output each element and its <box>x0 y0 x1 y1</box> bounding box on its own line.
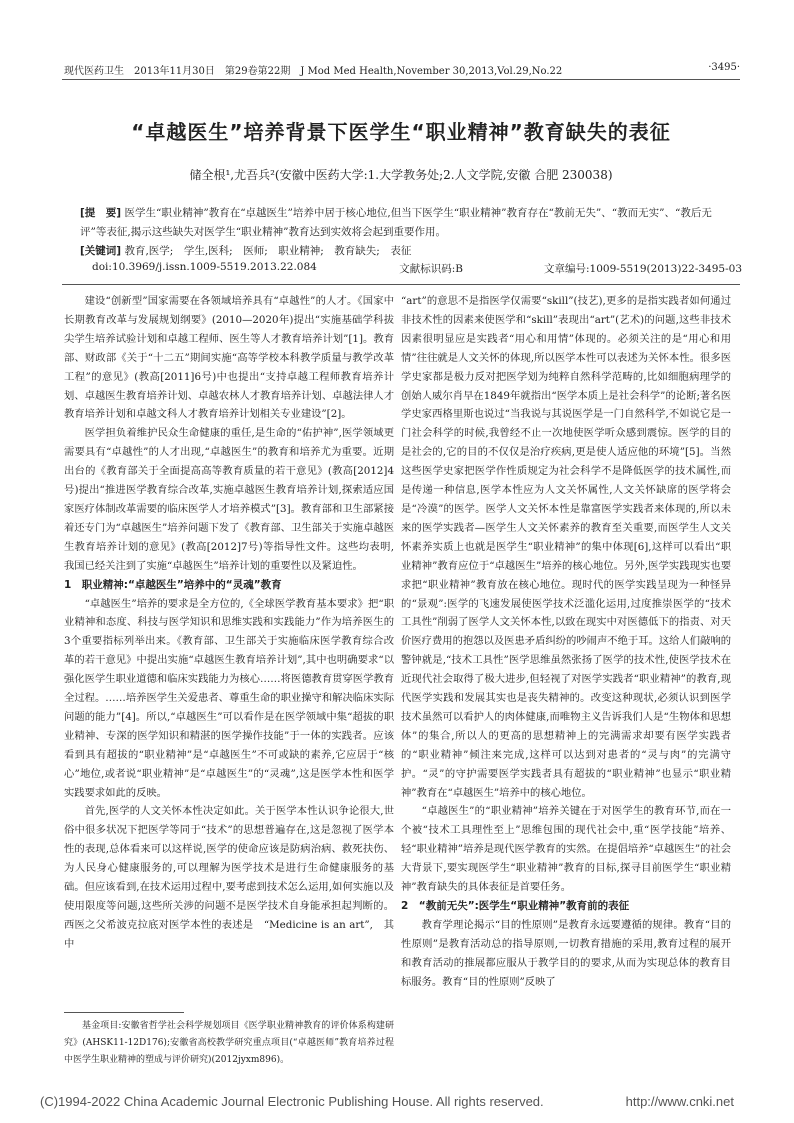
footnote-rule <box>64 1012 184 1013</box>
abstract <box>80 204 730 242</box>
section-heading-2: 2 “教前无失”:医学生“职业精神”教育前的表征 <box>401 900 630 912</box>
meta-rule <box>62 284 740 285</box>
article-meta <box>92 261 742 276</box>
running-header-left: 现代医药卫生 2013年11月30日 第29卷第22期 J Mod Med Health,November 30,2013,Vol.29,No.22 <box>64 66 563 77</box>
abstract-label: [提 要] <box>80 207 122 219</box>
document-code: 文献标识码:B <box>399 263 464 275</box>
copyright-text: (C)1994-2022 China Academic Journal Electronic Publishing House. All rights reserved. <box>40 1094 544 1109</box>
running-header <box>64 62 740 77</box>
header-rule <box>62 79 740 80</box>
keywords <box>80 242 730 261</box>
article-number: 文章编号:1009-5519(2013)22-3495-03 <box>544 263 742 275</box>
paragraph: 医学担负着维护民众生命健康的重任,是生命的“佑护神”,医学领域更需要具有“卓越性”的人才出现,“卓越医生”的教育和培养尤为重要。近期出台的《教育部关于全面提高高等教育质量的若干意见》(教高[2012]4号)提出“推进医学教育综合改革,实施卓越医生教育培养计划,探索适应国家医疗体制改革需要的临床医学人才培养模式”[3]。教育部和卫生部紧接着还专门为“卓越医生”培养问题下发了《教育部、卫生部关于实施卓越医生教育培养计划的意见》(教高[2012]7号)等指导性文件。这些均表明,我国已经关注到了实施“卓越医生”培养计划的重要性以及紧迫性。 <box>64 427 394 572</box>
cnki-link[interactable]: http://www.cnki.net <box>625 1094 734 1109</box>
paragraph: “art”的意思不是指医学仅需要“skill”(技艺),更多的是指实践者如何通过非技术性的因素来使医学和“skill”表现出“art”(艺术)的问题,这些非技术因素很明显应是实践者“用心和用情”体现的。必须关注的是“用心和用情”往往就是人文关怀的体现,所以医学本性可以表述为关怀本性。很多医学史家都是极力反对把医学划为纯粹自然科学范畴的,比如细胞病理学的创始人威尔肖早在1849年就指出“医学本质上是社会科学”的论断;著名医学史家西格里斯也说过“当我说与其说医学是一门自然科学,不如说它是一门社会科学的时候,我曾经不止一次地使医学听众感到震惊。医学的目的是社会的,它的目的不仅仅是治疗疾病,更是使人适应他的环境”[5]。当然这些医学史家把医学作性质规定为社会科学不是降低医学的技术属性,而是传递一种信息,医学本性应为人文关怀属性,人文关怀缺席的医学将会是“冷漠”的医学。医学人文关怀本性是靠富医学实践者来体现的,所以未来的医学实践者—医学生人文关怀素养的教育至关重要,而医学生人文关怀素养实质上也就是医学生“职业精神”的集中体现[6],这样可以看出“职业精神”教育应位于“卓越医生”培养的核心地位。另外,医学实践现实也要求把“职业精神”教育放在核心地位。现时代的医学实践呈现为一种怪异的“景观”:医学的飞速发展使医学技术泛滥化运用,过度推崇医学的“技术工具性”削弱了医学人文关怀本性,以致在现实中对医德低下的指责、对天价医疗费用的抱怨以及医患矛盾纠纷的吵闹声不绝于耳。这给人们敲响的警钟就是,“技术工具性”医学思维虽然张扬了医学的技术性,使医学技术在近现代社会取得了极大进步,但轻视了对医学实践者“职业精神”的教育,现代医学实践和发展其实也是丧失精神的。改变这种现状,必须认识到医学技术虽然可以看护人的肉体健康,而唯物主义告诉我们人是“生物体和思想体”的集合,所以人的更高的思想精神上的完满需求却要有医学实践者的“职业精神”倾注来完成,这样可以达到对患者的“灵与肉”的完满守护。“灵”的守护需要医学实践者具有超拔的“职业精神”也显示“职业精神”教育在“卓越医生”培养中的核心地位。 <box>401 295 731 799</box>
paragraph: “卓越医生”的“职业精神”培养关键在于对医学生的教育环节,而在一个被“技术工具理性至上”思维包围的现代社会中,重“医学技能”培养、轻“职业精神”培养是现代医学教育的实然。在提倡培养“卓越医生”的社会大背景下,要实现医学生“职业精神”教育的目标,探寻目前医学生“职业精神”教育缺失的具体表征是首要任务。 <box>401 805 731 894</box>
section-heading-1: 1 职业精神:“卓越医生”培养中的“灵魂”教育 <box>64 578 282 591</box>
footnote <box>64 1018 394 1069</box>
page-number: ·3495· <box>708 62 740 73</box>
copyright-footer <box>0 1094 794 1109</box>
article-title: “卓越医生”培养背景下医学生“职业精神”教育缺失的表征 <box>131 120 671 144</box>
paragraph: 建设“创新型”国家需要在各领域培养具有“卓越性”的人才。《国家中长期教育改革与发展规划纲要》(2010—2020年)提出“实施基础学科拔尖学生培养试验计划和卓越工程师、医生等人才教育培养计划”[1]。教育部、财政部《关于“十二五”期间实施“高等学校本科教学质量与教学改革工程”的意见》(教高[2011]6号)中也提出“支持卓越工程师教育培养计划、卓越医生教育培养计划、卓越农林人才教育培养计划、卓越法律人才教育培养计划和卓越文科人才教育培养计划相关专业建设”[2]。 <box>64 295 394 421</box>
paragraph: “卓越医生”培养的要求是全方位的,《全球医学教育基本要求》把“职业精神和态度、科技与医学知识和思维实践和实践能力”作为培养医生的3个重要指标列举出来。《教育部、卫生部关于实施临床医学教育综合改革的若干意见》中提出实施“卓越医生教育培养计划”,其中也明确要求“以强化医学生职业道德和临床实践能力为核心……将医德教育贯穿医学教育全过程。……培养医学生关爱患者、尊重生命的职业操守和解决临床实际问题的能力”[4]。所以,“卓越医生”可以看作是在医学领域中集“超拔的职业精神、专深的医学知识和精湛的医学操作技能”于一体的实践者。应该看到具有超拔的“职业精神”是“卓越医生”不可或缺的素养,它应居于“核心”地位,或者说“职业精神”是“卓越医生”的“灵魂”,这是医学本性和医学实践要求如此的反映。 <box>64 597 394 799</box>
doi: doi:10.3969/j.issn.1009-5519.2013.22.084 <box>92 261 317 273</box>
body-column-right <box>401 292 731 992</box>
keywords-label: [关键词] <box>80 245 122 257</box>
abstract-text: 医学生“职业精神”教育在“卓越医生”培养中居于核心地位,但当下医学生“职业精神”教育存在“教前无失”、“教而无实”、“教后无评”等表征,揭示这些缺失对医学生“职业精神”教育达到实效将会起到重要作用。 <box>80 207 712 238</box>
paragraph: 教育学理论揭示“目的性原则”是教育永远要遵循的规律。教育“目的性原则”是教育活动总的指导原则,一切教育措施的采用,教育过程的展开和教育活动的推展都应服从于教学目的的要求,从而为实现总体的教育目标服务。教育“目的性原则”反映了 <box>401 918 731 988</box>
paragraph: 首先,医学的人文关怀本性决定如此。关于医学本性认识争论很大,世俗中很多状况下把医学等同于“技术”的思想普遍存在,这是忽视了医学本性的表现,总体看来可以这样说,医学的使命应该是防病治病、救死扶伤、为人民身心健康服务的,可以理解为医学技术是进行生命健康服务的基础。但应该看到,在技术运用过程中,要考虑到技术怎么运用,如何实施以及使用限度等问题,这些所关涉的问题不是医学技术自身能承担起判断的。西医之父希波克拉底对医学本性的表述是 “Medicine is an art”, 其中 <box>64 805 394 950</box>
funding-note: 基金项目:安徽省哲学社会科学规划项目《医学职业精神教育的评价体系构建研究》(AHSK11-12D176);安徽省高校教学研究重点项目(“卓越医师”教育培养过程中医学生职业精神的塑成与评价研究)(2012jyxm896)。 <box>64 1021 394 1065</box>
authors-affiliation: 储全根¹,尤吾兵²(安徽中医药大学:1.大学教务处;2.人文学院,安徽 合肥 230038) <box>189 168 613 182</box>
keywords-text: 教育,医学; 学生,医科; 医师; 职业精神; 教育缺失; 表征 <box>124 245 412 257</box>
body-column-left <box>64 292 394 954</box>
